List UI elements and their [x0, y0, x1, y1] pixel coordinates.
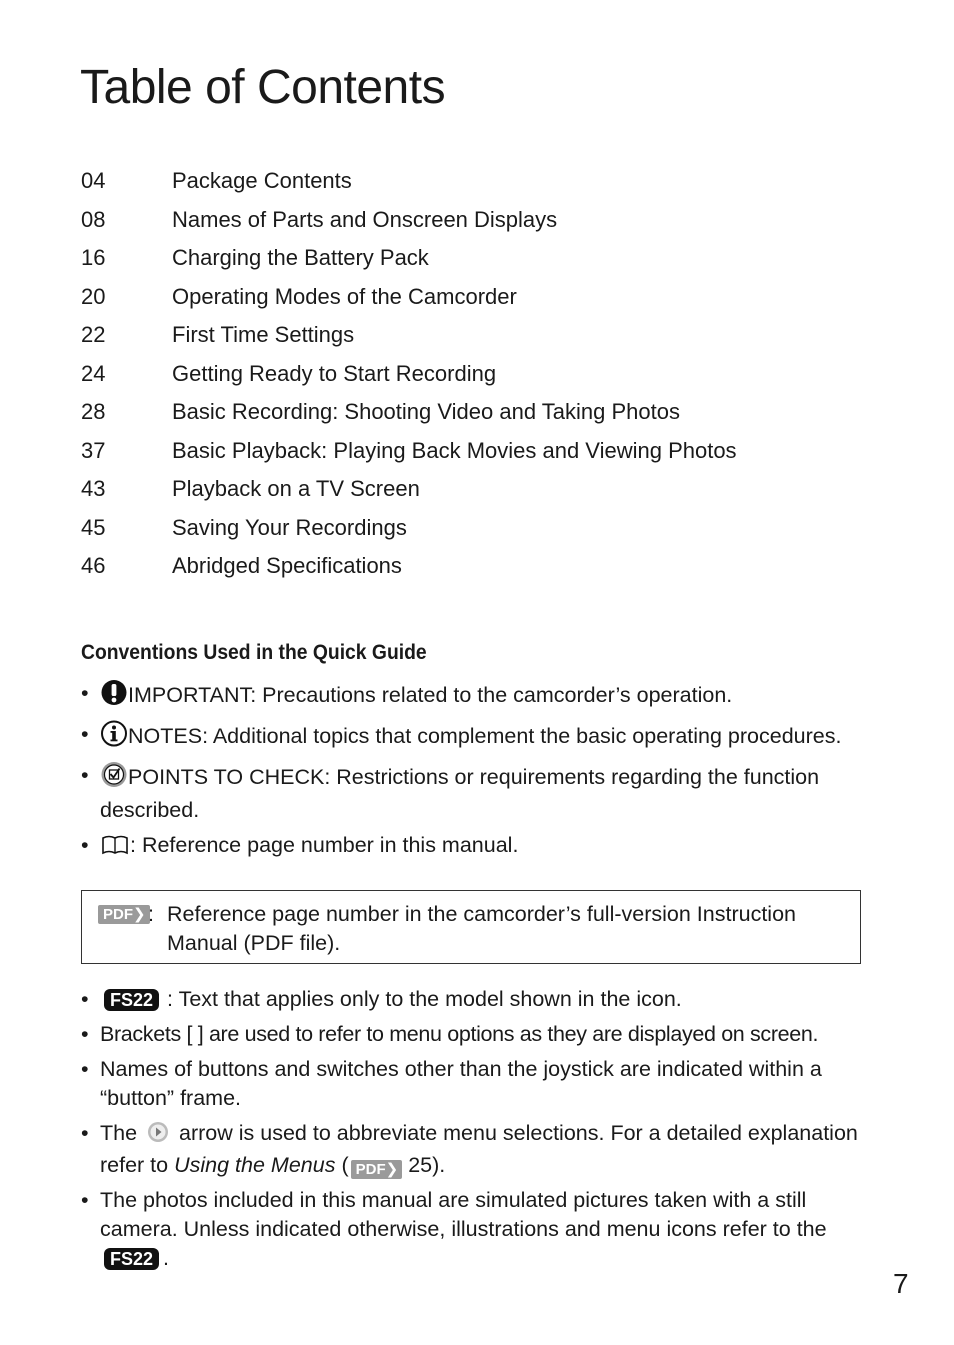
toc-list — [81, 162, 881, 586]
toc-page: 24 — [81, 360, 106, 386]
toc-item[interactable] — [81, 316, 881, 355]
toc-label: First Time Settings — [172, 322, 355, 347]
using-menus-link[interactable]: Using the Menus — [174, 1153, 336, 1177]
toc-label: Operating Modes of the Camcorder — [172, 283, 517, 309]
list-item: • IMPORTANT: Precautions related to the camcorder’s operation. — [81, 679, 866, 714]
important-icon — [100, 679, 128, 714]
toc-item[interactable] — [81, 432, 881, 471]
toc-label: Basic Playback: Playing Back Movies and Viewing Photos — [172, 437, 737, 463]
toc-page: 43 — [81, 476, 106, 501]
list-item: • : Reference page number in this manual. — [81, 831, 866, 864]
toc-label: Basic Recording: Shooting Video and Taking Photos — [172, 399, 680, 424]
toc-page: 45 — [81, 514, 106, 540]
conventions-list-bottom — [81, 985, 866, 1279]
toc-label: Playback on a TV Screen — [172, 476, 420, 501]
list-item: • The photos included in this manual are simulated pictures taken with a still camera. Unless indicated otherwise, illustrations and menu icons refer to the FS22 . — [81, 1186, 866, 1273]
toc-page: 20 — [81, 283, 106, 309]
toc-item[interactable] — [81, 470, 881, 509]
model-fs22-icon: FS22 — [104, 1248, 159, 1270]
toc-page: 16 — [81, 245, 106, 270]
toc-item[interactable] — [81, 239, 881, 278]
toc-page: 46 — [81, 553, 106, 578]
toc-page: 04 — [81, 168, 106, 193]
check-icon — [100, 761, 128, 796]
toc-item[interactable] — [81, 201, 881, 240]
list-item: • FS22 : Text that applies only to the model shown in the icon. — [81, 985, 866, 1014]
toc-item[interactable] — [81, 355, 881, 394]
toc-label: Charging the Battery Pack — [172, 245, 429, 270]
pdf-reference-box — [81, 890, 861, 964]
toc-label: Getting Ready to Start Recording — [172, 360, 497, 386]
conventions-heading: Conventions Used in the Quick Guide — [81, 641, 427, 664]
pdf-icon: PDF❯ — [98, 905, 150, 924]
toc-page: 37 — [81, 437, 106, 463]
toc-item[interactable] — [81, 547, 881, 586]
toc-label: Names of Parts and Onscreen Displays — [172, 206, 558, 232]
info-icon — [100, 720, 128, 755]
list-item: • The arrow is used to abbreviate menu selections. For a detailed explanation refer to Using the Menus ( PDF❯ 25). — [81, 1119, 866, 1180]
toc-label: Abridged Specifications — [172, 553, 402, 578]
list-item: • NOTES: Additional topics that complement the basic operating procedures. — [81, 720, 866, 755]
page-number: 7 — [893, 1268, 909, 1299]
toc-item[interactable] — [81, 162, 881, 201]
toc-item[interactable] — [81, 509, 881, 548]
pdf-icon: PDF❯ — [351, 1160, 403, 1179]
toc-page: 08 — [81, 206, 106, 232]
ref-colon: : — [148, 902, 154, 926]
toc-label: Saving Your Recordings — [172, 514, 407, 540]
toc-page: 28 — [81, 399, 106, 424]
list-item: • POINTS TO CHECK: Restrictions or requirements regarding the function described. — [81, 761, 866, 825]
arrow-icon — [147, 1121, 169, 1151]
toc-item[interactable] — [81, 393, 881, 432]
toc-page: 22 — [81, 322, 106, 347]
list-item: • Brackets [ ] are used to refer to menu options as they are displayed on screen. — [81, 1020, 866, 1049]
page-title: Table of Contents — [80, 61, 446, 114]
list-item: • Names of buttons and switches other than the joystick are indicated within a “button” frame. — [81, 1055, 866, 1113]
toc-label: Package Contents — [172, 168, 352, 193]
model-fs22-icon: FS22 — [104, 989, 159, 1011]
toc-item[interactable] — [81, 278, 881, 317]
conventions-list-top — [81, 679, 866, 870]
book-icon — [100, 834, 130, 864]
ref-text: Reference page number in the camcorder’s full-version Instruction Manual (PDF file). — [167, 902, 796, 955]
